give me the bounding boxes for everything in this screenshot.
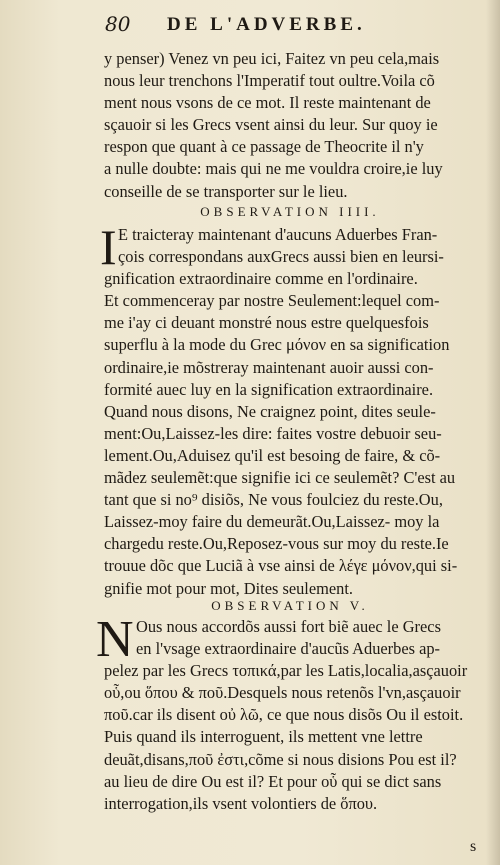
text-line: çois correspondans auxGrecs aussi bien en leursi-	[118, 247, 444, 267]
text-line: E traicteray maintenant d'aucuns Aduerbes Fran-	[118, 225, 438, 244]
text-line: interrogation,ils vsent volontiers de ὅπου.	[104, 793, 378, 813]
drop-cap-initial: N	[96, 611, 134, 668]
text-line: superflu à la mode du Grec μόνον en sa signification	[104, 335, 450, 355]
text-line: sçauoir si les Grecs vsent ainsi du leur. Sur quoy ie	[104, 115, 438, 135]
text-line: deuãt,disans,ποῦ ἐστι,cõme si nous disions Pou est il?	[104, 749, 457, 769]
page-header	[105, 12, 475, 42]
text-line: pelez par les Grecs τοπικά,par les Latis,localia,asçauoir	[104, 661, 468, 681]
text-line: a nulle doubte: mais qui ne me vouldra croire,ie luy	[104, 159, 443, 179]
section-5-paragraph	[104, 616, 476, 815]
text-line: Ous nous accordõs aussi fort biẽ auec le Grecs	[136, 617, 441, 636]
text-line: tant que si no⁹ disiõs, Ne vous foulciez du reste.Ou,	[104, 490, 443, 510]
text-line: au lieu de dire Ou est il? Et pour οὗ qui se dict sans	[104, 771, 442, 791]
text-line: respon que quant à ce passage de Theocrite il n'y	[104, 137, 424, 157]
text-line: Laissez-moy faire du demeurãt.Ou,Laissez- moy la	[104, 512, 440, 532]
section-heading-observation-4: OBSERVATION IIII.	[200, 204, 380, 219]
catchword: s	[470, 838, 477, 855]
text-line: gnification extraordinaire comme en l'ordinaire.	[104, 269, 418, 289]
text-line: chargedu reste.Ou,Reposez-vous sur moy du reste.Ie	[104, 534, 449, 554]
text-line: Et commenceray par nostre Seulement:lequel com-	[104, 291, 440, 311]
text-line: lement.Ou,Aduisez qu'il est besoing de faire, & cõ-	[104, 445, 441, 465]
text-line: me i'ay ci deuant monstré nous estre quelquesfois	[104, 313, 429, 333]
text-line: nous leur trenchons l'Imperatif tout oultre.Voila cõ	[104, 71, 435, 91]
page-gutter-shadow	[486, 0, 500, 865]
text-line: Puis quand ils interroguent, ils mettent vne lettre	[104, 727, 423, 747]
text-line: trouue dõc que Luciã à vse ainsi de λέγε μόνον,qui si-	[104, 556, 458, 576]
text-line: en l'vsage extraordinaire d'aucũs Aduerbes ap-	[136, 639, 441, 659]
page-number: 80	[105, 12, 131, 36]
text-line: ποῦ.car ils disent οὐ λῶ, ce que nous disõs Ou il estoit.	[104, 705, 464, 725]
text-line: y penser) Venez vn peu ici, Faitez vn peu cela,mais	[104, 49, 440, 68]
drop-cap-initial: I	[100, 219, 117, 275]
running-head: DE L'ADVERBE.	[167, 14, 366, 35]
intro-paragraph	[104, 48, 476, 203]
section-heading-observation-5: OBSERVATION V.	[211, 598, 369, 613]
text-line: Quand nous disons, Ne craignez point, dites seule-	[104, 401, 436, 421]
text-line: conseille de se transporter sur le lieu.	[104, 181, 348, 201]
section-4-paragraph	[104, 224, 476, 600]
text-line: ment:Ou,Laissez-les dire: faites vostre debuoir seu-	[104, 423, 442, 443]
text-line: formité auec luy en la signification extraordinaire.	[104, 379, 434, 399]
text-line: ordinaire,ie mõstreray maintenant auoir aussi con-	[104, 357, 434, 377]
text-line: ment nous vsons de ce mot. Il reste maintenant de	[104, 93, 431, 113]
text-line: gnifie mot pour mot, Dites seulement.	[104, 578, 354, 598]
text-line: mãdez seulemẽt:que signifie ici ce seulemẽt? C'est au	[104, 468, 456, 488]
text-line: οὗ,ou ὅπου & ποῦ.Desquels nous retenõs l'vn,asçauoir	[104, 683, 461, 703]
